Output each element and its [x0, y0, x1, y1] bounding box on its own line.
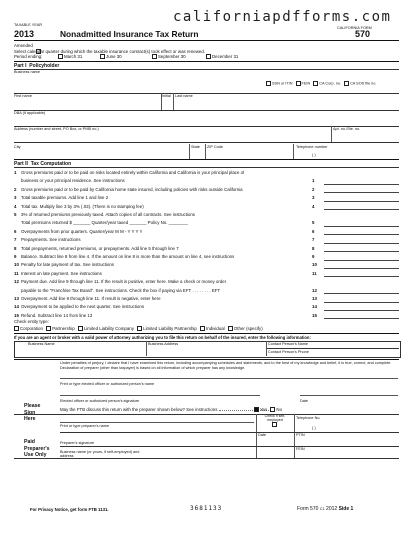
tax-line — [14, 245, 399, 253]
address-field[interactable] — [14, 131, 329, 142]
sign-date-label: Date — [300, 399, 309, 403]
tax-line — [14, 186, 399, 194]
form-title: Nonadmitted Insurance Tax Return — [60, 29, 199, 39]
tax-line-box-number: 5 — [312, 220, 315, 226]
tax-line-amount-field[interactable] — [324, 293, 399, 294]
dba-label: DBA (if applicable) — [14, 111, 46, 115]
tax-line-text: Overpayment. Add line 9 through line 11. If result is negative, enter here — [21, 296, 161, 301]
preparer-signature-label: Preparer's signature — [60, 441, 95, 445]
tax-line-box-number: 9 — [312, 254, 315, 259]
tax-line-text: Total tax. Multiply line 3 by 3% (.03). (There is no stamping fee) — [21, 203, 144, 209]
officer-signature-line[interactable] — [60, 395, 260, 396]
tax-line — [14, 211, 399, 219]
tax-line-number: 14 — [14, 304, 19, 310]
tax-line-text: Total taxable premiums. Add line 1 and line 2 — [21, 195, 109, 201]
state-label: State — [191, 145, 200, 149]
tax-line-box-number: 15 — [312, 312, 317, 318]
tax-line — [14, 203, 399, 211]
preparer-telephone-label: Telephone No. — [296, 416, 321, 420]
period-checkbox[interactable] — [100, 54, 105, 59]
tax-line-text: business or your principal residence. See instructions — [21, 178, 125, 184]
tax-line-number: 10 — [14, 262, 19, 268]
tax-line — [14, 253, 399, 261]
business-name-field[interactable] — [14, 74, 264, 86]
tax-line-number: 4 — [14, 203, 17, 209]
tax-line-number: 9 — [14, 254, 17, 259]
apt-label: Apt. no./Ste. no. — [333, 127, 361, 131]
entity-type-options: Corporation Partnership Limited Liability Company Limited Liability Partnership Individual Other (specify) — [14, 326, 263, 331]
tax-line-text: Total premiums returned $ _______ Quarter/year taxed _______ Policy No. ________ — [21, 220, 189, 226]
tax-line-box-number: 13 — [312, 296, 317, 301]
tax-line-number: 2 — [14, 186, 17, 192]
paid-preparer-label: Paid Preparer's Use Only — [24, 439, 50, 458]
part1-heading: Part I Policyholder — [14, 63, 60, 69]
tax-line-amount-field[interactable] — [324, 260, 399, 261]
taxable-year-label: TAXABLE YEAR — [14, 23, 43, 27]
officer-signature-label: Elected officer or authorized person's signature — [60, 399, 140, 403]
fein-label: FEIN — [296, 447, 305, 451]
tax-line-number: 7 — [14, 237, 17, 243]
tax-line — [14, 177, 399, 185]
business-name-label: Business name — [14, 70, 40, 74]
preparer-date-label: Date — [258, 433, 267, 437]
telephone-label: Telephone number — [296, 145, 328, 149]
tax-line-box-number: 3 — [312, 195, 315, 201]
form-code: 3681133 — [190, 505, 223, 512]
tax-line — [14, 228, 399, 236]
tax-line-amount-field[interactable] — [324, 209, 399, 210]
ftb-discuss-text: May the FTB discuss this return with the preparer shown below? See instructions — [60, 407, 269, 412]
period-checkbox[interactable] — [152, 54, 157, 59]
tax-line — [14, 194, 399, 202]
tax-line-text: Total prepayments, returned premiums, or prepayments. Add line 5 through line 7 — [21, 245, 179, 251]
last-name-label: Last name — [175, 94, 193, 98]
officer-name-line[interactable] — [60, 378, 398, 379]
preparer-name-line[interactable] — [60, 422, 254, 423]
tax-line-box-number: 10 — [312, 262, 317, 268]
tax-line-number: 11 — [14, 270, 19, 276]
tax-line — [14, 169, 399, 177]
tax-line-box-number: 14 — [312, 304, 317, 310]
tax-year: 2013 — [14, 29, 35, 39]
contact-phone-label: Contact Person's Phone — [268, 350, 309, 354]
tax-line — [14, 312, 399, 320]
tax-line-amount-field[interactable] — [324, 318, 399, 319]
tax-line-text: Gross premiums paid or to be paid on risks located entirely within California and California is your principal place of — [21, 170, 245, 175]
tax-line-number: 1 — [14, 170, 17, 175]
tax-line-amount-field[interactable] — [324, 234, 399, 235]
tax-line-text: payable to the "Franchise Tax Board". See instructions. Check the box if paying via EFT . . . . . . . . EFT — [21, 287, 221, 293]
tax-line-text: Overpayment to be applied to the next quarter. See instructions — [21, 304, 145, 310]
tax-line-amount-field[interactable] — [324, 310, 399, 311]
last-name-field[interactable] — [175, 98, 395, 110]
period-option-december[interactable]: December 31 — [206, 54, 238, 59]
tax-line-text: Refund. Subtract line 14 from line 13 — [21, 312, 93, 318]
tax-line-number: 3 — [14, 195, 17, 201]
tax-line-amount-field[interactable] — [324, 192, 399, 193]
period-option-september[interactable]: September 30 — [152, 54, 186, 59]
initial-label: Initial — [162, 94, 171, 98]
agent-business-address-label: Business Address — [148, 342, 179, 346]
period-option-march[interactable]: March 31 — [58, 54, 82, 59]
tax-line-box-number: 2 — [312, 186, 315, 192]
first-name-label: First name — [14, 94, 32, 98]
tax-line-amount-field[interactable] — [324, 268, 399, 269]
tax-line-box-number: 4 — [312, 203, 315, 209]
please-sign-here: Please Sign Here — [24, 403, 41, 422]
ftb-discuss-options: Yes No — [254, 407, 282, 412]
agent-business-name-label: Business Name — [28, 342, 55, 346]
tax-line — [14, 287, 399, 295]
id-type-options: SSN or ITIN FEIN CA Corp. no. CA SOS file no. — [266, 81, 376, 86]
tax-line — [14, 303, 399, 311]
tax-line-text: Payment due. Add line 9 through line 11. If the result is positive, enter here. Make a check or money order — [21, 279, 227, 285]
tax-line-box-number: 12 — [312, 287, 317, 293]
self-employed-checkbox[interactable] — [272, 422, 277, 427]
period-ending-label: Period ending: — [14, 54, 43, 59]
firm-name-label: Business name (or yours, if self-employed) and address — [60, 450, 140, 459]
tax-line-text: Prepayments. See instructions — [21, 237, 81, 243]
tax-line-amount-field[interactable] — [324, 201, 399, 202]
tax-line — [14, 270, 399, 278]
form-number: 570 — [355, 29, 371, 39]
telephone-field[interactable]: ( ) — [312, 153, 316, 157]
period-instruction: Select calendar quarter during which the taxable insurance contract(s) took effect or was renewed. — [14, 49, 206, 54]
tax-line — [14, 236, 399, 244]
tax-line — [14, 278, 399, 286]
tax-line-number: 6 — [14, 228, 17, 234]
tax-line-box-number: 1 — [312, 178, 315, 184]
tax-line-text: 3% of returned premiums previously taxed. Attach copies of all contracts. See instructions — [21, 212, 196, 217]
period-checkbox[interactable] — [206, 54, 211, 59]
preparer-telephone-field[interactable]: ( ) — [312, 426, 316, 430]
zip-label: ZIP Code — [207, 145, 223, 149]
tax-line-box-number: 11 — [312, 270, 317, 276]
tax-line — [14, 295, 399, 303]
period-option-june[interactable]: June 30 — [100, 54, 122, 59]
tax-line-number: 5 — [14, 212, 17, 217]
tax-line-box-number: 8 — [312, 245, 315, 251]
city-label: City — [14, 145, 21, 149]
privacy-notice: For Privacy Notice, get form FTB 1131. — [30, 507, 109, 512]
tax-line-amount-field[interactable] — [324, 243, 399, 244]
address-label: Address (number and street, PO Box, or PMB no.) — [14, 127, 99, 131]
tax-line-box-number: 6 — [312, 228, 315, 234]
tax-line-text: Gross premiums paid or to be paid by California home state insured, including policies with risks outside California — [21, 186, 243, 192]
tax-line-number: 8 — [14, 245, 17, 251]
tax-line-text: Penalty for late payment of tax. See instructions — [21, 262, 114, 268]
agent-table — [14, 341, 401, 358]
period-checkbox[interactable] — [58, 54, 63, 59]
city-field[interactable] — [14, 149, 188, 159]
watermark-text: californiapdfforms.com — [173, 9, 392, 25]
self-employed-check: Check if self-employed — [260, 414, 290, 427]
footer-form-id: Form 570 C1 2012 Side 1 — [297, 506, 354, 512]
state-form-label: CALIFORNIA FORM — [337, 26, 372, 30]
first-name-field[interactable] — [14, 98, 160, 110]
tax-line-text: Interest on late payment. See instructions — [21, 270, 102, 276]
tax-line-amount-field[interactable] — [324, 302, 399, 303]
tax-line-amount-field[interactable] — [324, 184, 399, 185]
amended-label: Amended — [14, 43, 33, 48]
tax-line-number: 12 — [14, 279, 19, 285]
yes-checkbox[interactable] — [254, 407, 259, 412]
tax-line-box-number: 7 — [312, 237, 315, 243]
tax-line-amount-field[interactable] — [324, 226, 399, 227]
tax-line-text: Balance. Subtract line 8 from line 4. If the amount on line 8 is more than the amount on line 4, see instructions — [21, 254, 235, 259]
tax-line — [14, 261, 399, 269]
tax-line — [14, 219, 399, 227]
tax-line-amount-field[interactable] — [324, 276, 399, 277]
preparer-name-label: Print or type preparer's name — [60, 424, 110, 428]
ptin-label: PTIN — [296, 433, 305, 437]
officer-name-label: Print or type elected officer or authorized person's name — [60, 382, 155, 386]
contact-name-label: Contact Person's Name — [268, 342, 308, 346]
tax-line-text: Overpayments from prior quarters. Quarter/year M M - Y Y Y Y — [21, 228, 143, 234]
tax-line-number: 13 — [14, 296, 19, 301]
sign-date-line[interactable] — [300, 395, 398, 396]
tax-line-number: 15 — [14, 312, 19, 318]
part2-heading: Part II Tax Computation — [14, 161, 72, 167]
tax-line-amount-field[interactable] — [324, 251, 399, 252]
no-checkbox[interactable] — [270, 407, 275, 412]
declaration-text: Under penalties of perjury, I declare that I have examined this return, including accompanying schedules and statements, and to the best of my knowledge and belief, it is true, correct, and complete. Declaration of preparer (other than taxpayer) is based on all information of which preparer has any knowledge. — [60, 361, 392, 370]
entity-type-label: Check entity type: — [14, 319, 49, 324]
agent-notice: If you are an agent or broker with a valid power of attorney authorizing you to file this return on behalf of the insured, enter the following information: — [14, 335, 311, 340]
